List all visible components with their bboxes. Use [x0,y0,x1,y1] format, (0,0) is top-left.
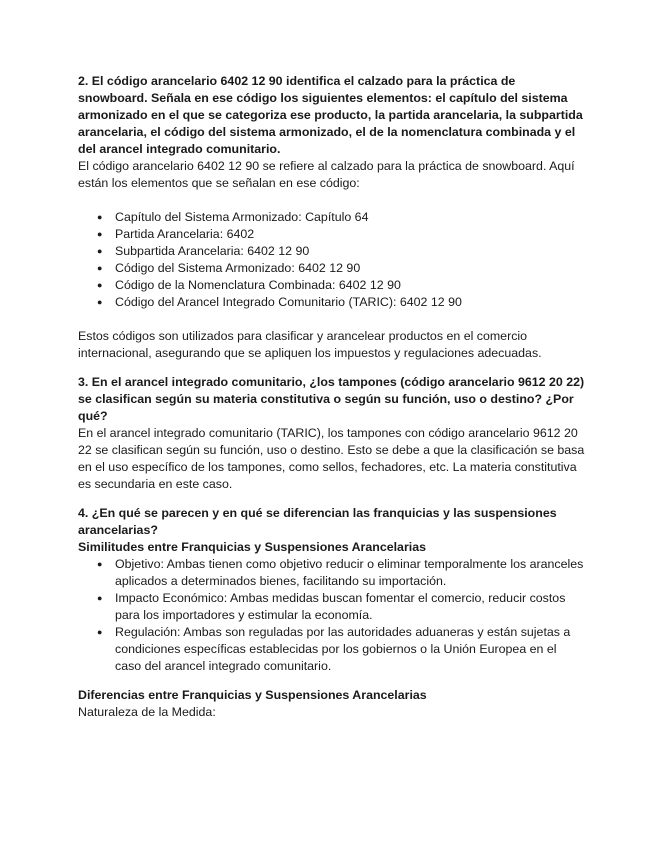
list-item: ● Regulación: Ambas son reguladas por las autoridades aduaneras y están sujetas a condiciones específicas establecidas por los gobiernos o la Unión Europea en el caso del arancel integrado comunitario. [78,624,585,675]
list-item: ● Código del Sistema Armonizado: 6402 12 90 [78,260,585,277]
question-2-list [78,209,585,311]
differences-first-item: Naturaleza de la Medida: [78,705,216,719]
list-item: ● Subpartida Arancelaria: 6402 12 90 [78,243,585,260]
similarities-title: Similitudes entre Franquicias y Suspensiones Arancelarias [78,540,426,554]
question-3-heading: 3. En el arancel integrado comunitario, ¿los tampones (código arancelario 9612 20 22) se clasifican según su materia constitutiva o según su función, uso o destino? ¿Por qué? [78,375,585,423]
question-2-heading: 2. El código arancelario 6402 12 90 identifica el calzado para la práctica de snowboard. Señala en ese código los siguientes elementos: el capítulo del sistema armonizado en el que se categoriza ese producto, la partida arancelaria, la subpartida arancelaria, el código del sistema armonizado, el de la nomenclatura combinada y el del arancel integrado comunitario. [78,74,583,156]
list-item: ● Código de la Nomenclatura Combinada: 6402 12 90 [78,277,585,294]
question-2-closing: Estos códigos son utilizados para clasificar y arancelear productos en el comercio internacional, asegurando que se apliquen los impuestos y regulaciones adecuadas. [78,329,542,360]
list-item: ● Partida Arancelaria: 6402 [78,226,585,243]
list-item: ● Impacto Económico: Ambas medidas buscan fomentar el comercio, reducir costos para los importadores y estimular la economía. [78,590,585,624]
question-4-heading: 4. ¿En qué se parecen y en qué se diferencian las franquicias y las suspensiones arancelarias? [78,506,557,537]
similarities-list [78,556,585,675]
question-2-intro: El código arancelario 6402 12 90 se refiere al calzado para la práctica de snowboard. Aquí están los elementos que se señalan en ese código: [78,159,575,190]
list-item: ● Código del Arancel Integrado Comunitario (TARIC): 6402 12 90 [78,294,585,311]
list-item: ● Objetivo: Ambas tienen como objetivo reducir o eliminar temporalmente los aranceles aplicados a determinados bienes, facilitando su importación. [78,556,585,590]
list-item: ● Capítulo del Sistema Armonizado: Capítulo 64 [78,209,585,226]
question-3-answer: En el arancel integrado comunitario (TARIC), los tampones con código arancelario 9612 20 22 se clasifican según su función, uso o destino. Esto se debe a que la clasificación se basa en el uso específico de los tampones, como sellos, fechadores, etc. La materia constitutiva es secundaria en este caso. [78,426,585,491]
differences-title: Diferencias entre Franquicias y Suspensiones Arancelarias [78,688,427,702]
